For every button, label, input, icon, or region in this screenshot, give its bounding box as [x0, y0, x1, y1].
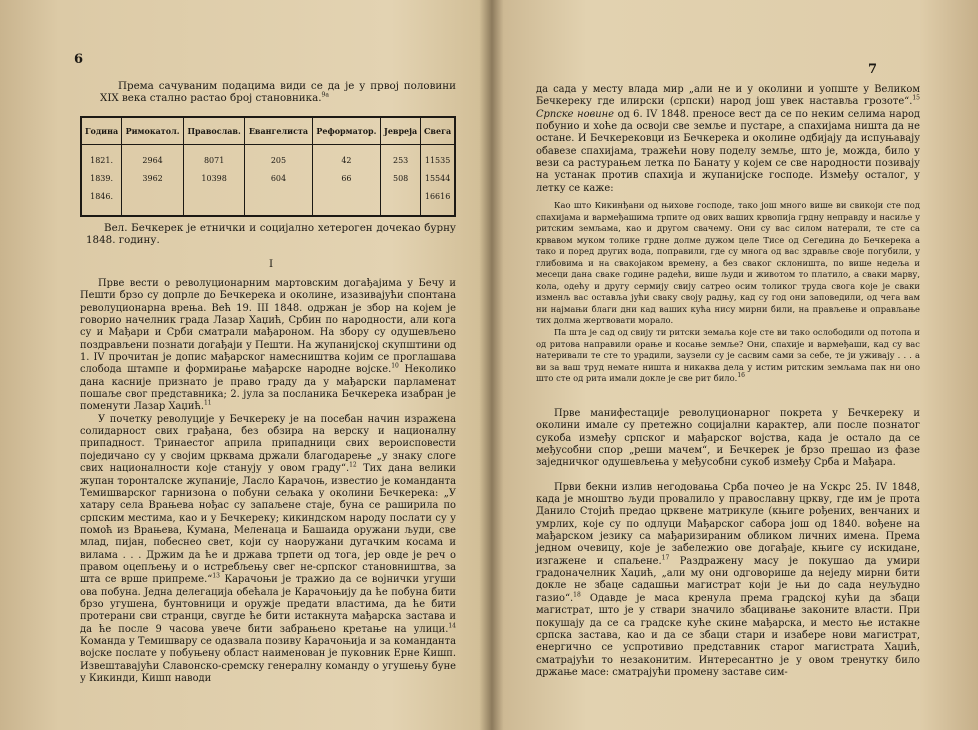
after-table-paragraph: Вел. Бечкерек је етнички и социјално хетероген дочекао бурну 1848. годину. [86, 222, 456, 247]
body-text [536, 408, 920, 679]
footnote-ref: 12 [349, 461, 357, 469]
table-cell: 1846. [81, 187, 122, 216]
col-header: Година [81, 117, 122, 145]
col-header: Јевреја [381, 117, 421, 145]
table-cell: 1839. [81, 169, 122, 187]
table-cell [312, 187, 380, 216]
table-cell: 42 [312, 145, 380, 170]
table-cell [122, 187, 184, 216]
table-cell: 66 [312, 169, 380, 187]
table-cell: 15544 [421, 169, 455, 187]
body-text [80, 278, 456, 685]
footnote-ref: 10 [391, 363, 399, 371]
table-cell: 10398 [184, 169, 245, 187]
paragraph: У почетку револуције у Бечкереку је на посебан начин изражена солидарност свих грађана, без обзира на верску и националну припадност. Тринаестог априла припадници свих вероисповести поједичано су у својим црквама држали благодарење „у знаку слоге свих националности које станују у овом граду“.$^{12}$ Тих дана велики жупан торонталске жупаније, Ласло Карачоњ, известио је команданта Темишварског гарнизона о побуни сељака у околини Бечкерека: „У хатару села Врањева нођас су запаљене стаје, буна се раширила по српским местима, као и у Бечкереку; кикиндском народу послати су у помоћ из Врањева, Кумана, Меленаца и Башаида оружани људи, све млад, пијан, побеснео свет, који су наоружани дугачким косама и вилама . . . Држим да ће и држава трпети од тога, јер овде је реч о правом оцепљењу и о истребљењу свег не-српског становништва, за шта се врше припреме.“$^{13}$ Карачоњи је тражио да се војнички угуши ова побуна. Једна делегација обећала је Карачоњију да ће побуна бити брзо угушена, бунтовници и оружје предати властима, да ће бити протерани сви странци, свугде ће бити истакнута мађарска застава и да ће после 9 часова увече бити забрањено кретање на улици.$^{14}$ Команда у Темишвару се одазвала позиву Карачоњија и за команданта војске послате у побуњену област наименован је пуковник Ерне Кишп. Извештавајући Славонско-сремску генералну команду о угушењу буне у Кикинди, Кишп наводи [80, 413, 456, 684]
table-cell: 16616 [421, 187, 455, 216]
col-header: Реформатор. [312, 117, 380, 145]
table-cell: 604 [245, 169, 313, 187]
table-cell [184, 187, 245, 216]
paragraph: да сада у месту влада мир „али не и у околини и уопште у Великом Бечкереку где илирски (српски) народ још увек наставља грозоте“.$^{15}$ Српске новине од 6. IV 1848. преносе вест да се по неким селима народ побунио и хоће да освоји све земље и пустаре, а спахијама ништа да не остане. И Бечкерековци из Бечкерека и околине одбијају да испуњавају обавезе спахијама, тражећи нову поделу земље, што је, можда, било у вези са растурањем летка по Банату у којем се све народности позивају на устанак против спахија и жупанијске господе. Између осталог, у летку се каже: [536, 84, 920, 194]
section-heading: I [268, 258, 274, 270]
table-cell: 253 [381, 145, 421, 170]
footnote-ref: 11 [203, 400, 212, 408]
right-page [494, 0, 978, 730]
table-row [81, 169, 455, 187]
table-cell: 1821. [81, 145, 122, 170]
table-cell [245, 187, 313, 216]
footnote-ref: 13 [212, 572, 220, 580]
footnote-ref: 9a [321, 91, 329, 99]
col-header: Свега [421, 117, 455, 145]
quote-paragraph: Као што Кикинђани од њихове господе, тако још много више ви свикоји сте под спахијама и вармеђашима трпите од ових ваших крвопија грдну неправду и насиље у ритским земљама, као и другом свачему. Они су вас силом натерали, те сте са крвавом муком толике грдне долме дужом целе Тисе од Сегедина до Бечкерека а тако и поред других вода, поправили, где су многа од вас здравље своје погубили, у глибовима и на свакојаком времену, а без сваког склоништа, по више недеља и месеци дана сваке године радећи, више људи и животом то платило, а сваки марву, кола, одећу и другу сермију свију сатрео осим толиког труда свога које је сваки изменљ вас оставља јући сваку своју радњу, кад су год они заповедили, од чега вам ни најмањи благи дни кад ваших кућа нису мирни били, на прављење и оправљање тих долма жертвовати морало. [536, 200, 920, 326]
quote-paragraph: Па шта је сад од свију ти ритски земаља које сте ви тако ослободили од потопа и од ритова направили орање и косање земље? Они, спахије и вармеђаши, кад су вас натеривали те сте то урадили, заузели су је сасвим сами за себе, те ји уживају . . . а ви за ваш труд немате ништа и никаква дела у истим ритским земљама пак ни оно што сте од рита имали докле је све рит било.$^{16}$ [536, 327, 920, 384]
footnote-ref: 16 [737, 372, 745, 380]
newspaper-title: Српске новине [536, 108, 614, 120]
intro-paragraph: Према сачуваним подацима види се да је у првој половини XIX века стално растао број становника.$^{9a}$ [100, 80, 456, 105]
footnote-ref: 15 [912, 95, 920, 103]
footnote-ref: 14 [448, 622, 456, 630]
paragraph: Прве манифестације револуционарног покрета у Бечкереку и околини имале су претежно социјални карактер, али после познатог сукоба између српског и мађарског војства, када је остало да се међусобни спор „реши мачем“, и Бечкерек је брзо прешао из фазе заједничког одушевљења у међусобни сукоб између Срба и Мађара. [536, 408, 920, 469]
table-cell: 8071 [184, 145, 245, 170]
table-row [81, 145, 455, 170]
table-cell: 11535 [421, 145, 455, 170]
table-header-row [81, 117, 455, 145]
top-paragraph [536, 84, 920, 195]
table-cell: 508 [381, 169, 421, 187]
leaflet-quote [536, 200, 920, 385]
table-cell: 205 [245, 145, 313, 170]
page-number: 7 [868, 62, 878, 77]
paragraph: Први бекни излив негодовања Срба почео је на Ускрс 25. IV 1848, када је мноштво људи провалило у православну цркву, где им је прота Данило Стојић предао црквене матрикуле (књиге рођених, венчаних и умрлих, које су по одлуци Мађарског сабора још од 1840. вођене на мађарском језику са мађаризираним обликом личних имена. Према једном очевицу, које је забележио ове догађаје, књиге су искидане, изгажене и спаљене.$^{17}$ Раздражену масу је покушао да умири градоначелник Хаџић, „али му они одговорише да неједу мирни бити докле не збаце садашњи магистрат који је њи до сада неуљудно газио“.$^{18}$ Одавде је маса кренула према градској кући да збаци магистрат, што је у ствари значило збацивање законите власти. При покушају да се са градске куће скине мађарска, и место ње истакне српска застава, као и да се збаци стари и изабере нови магистрат, енергично се успротивио представник старог магистрата Хаџић, сматрајући то незаконитим. Интересантно је у овом тренутку било држање масе: сматрајући промену заставе сим- [536, 481, 920, 678]
col-header: Римокатол. [122, 117, 184, 145]
footnote-ref: 17 [661, 554, 670, 562]
col-header: Православ. [184, 117, 245, 145]
table-cell: 2964 [122, 145, 184, 170]
col-header: Евангелиста [245, 117, 313, 145]
page-number: 6 [74, 52, 84, 67]
table-row [81, 187, 455, 216]
paragraph: Прве вести о револуционарним мартовским догађајима у Бечу и Пешти брзо су допрле до Бечкерека и околине, изазивајући спонтана револуционарна врења. Већ 19. III 1848. одржан је збор на којем је говорио начелник града Лазар Хаџић, Србин по народности, али кога су и Мађари и Срби сматрали мађароном. На збору су одушевљено поздрављени познати догађаји у Пешти. На жупанијској скупштини од 1. IV прочитан је допис мађарског намесништва којим се проглашава слобода штампе и формирање мађарске народне војске.$^{10}$ Неколико дана касније признато је право граду да у мађарски парламенат пошаље свог представника; 2. јула за посланика Бечкерека изабран је поменути Лазар Хаџић.$^{11}$ [80, 278, 456, 413]
footnote-ref: 18 [573, 591, 581, 599]
population-table [80, 116, 456, 217]
table-cell: 3962 [122, 169, 184, 187]
table-cell [381, 187, 421, 216]
